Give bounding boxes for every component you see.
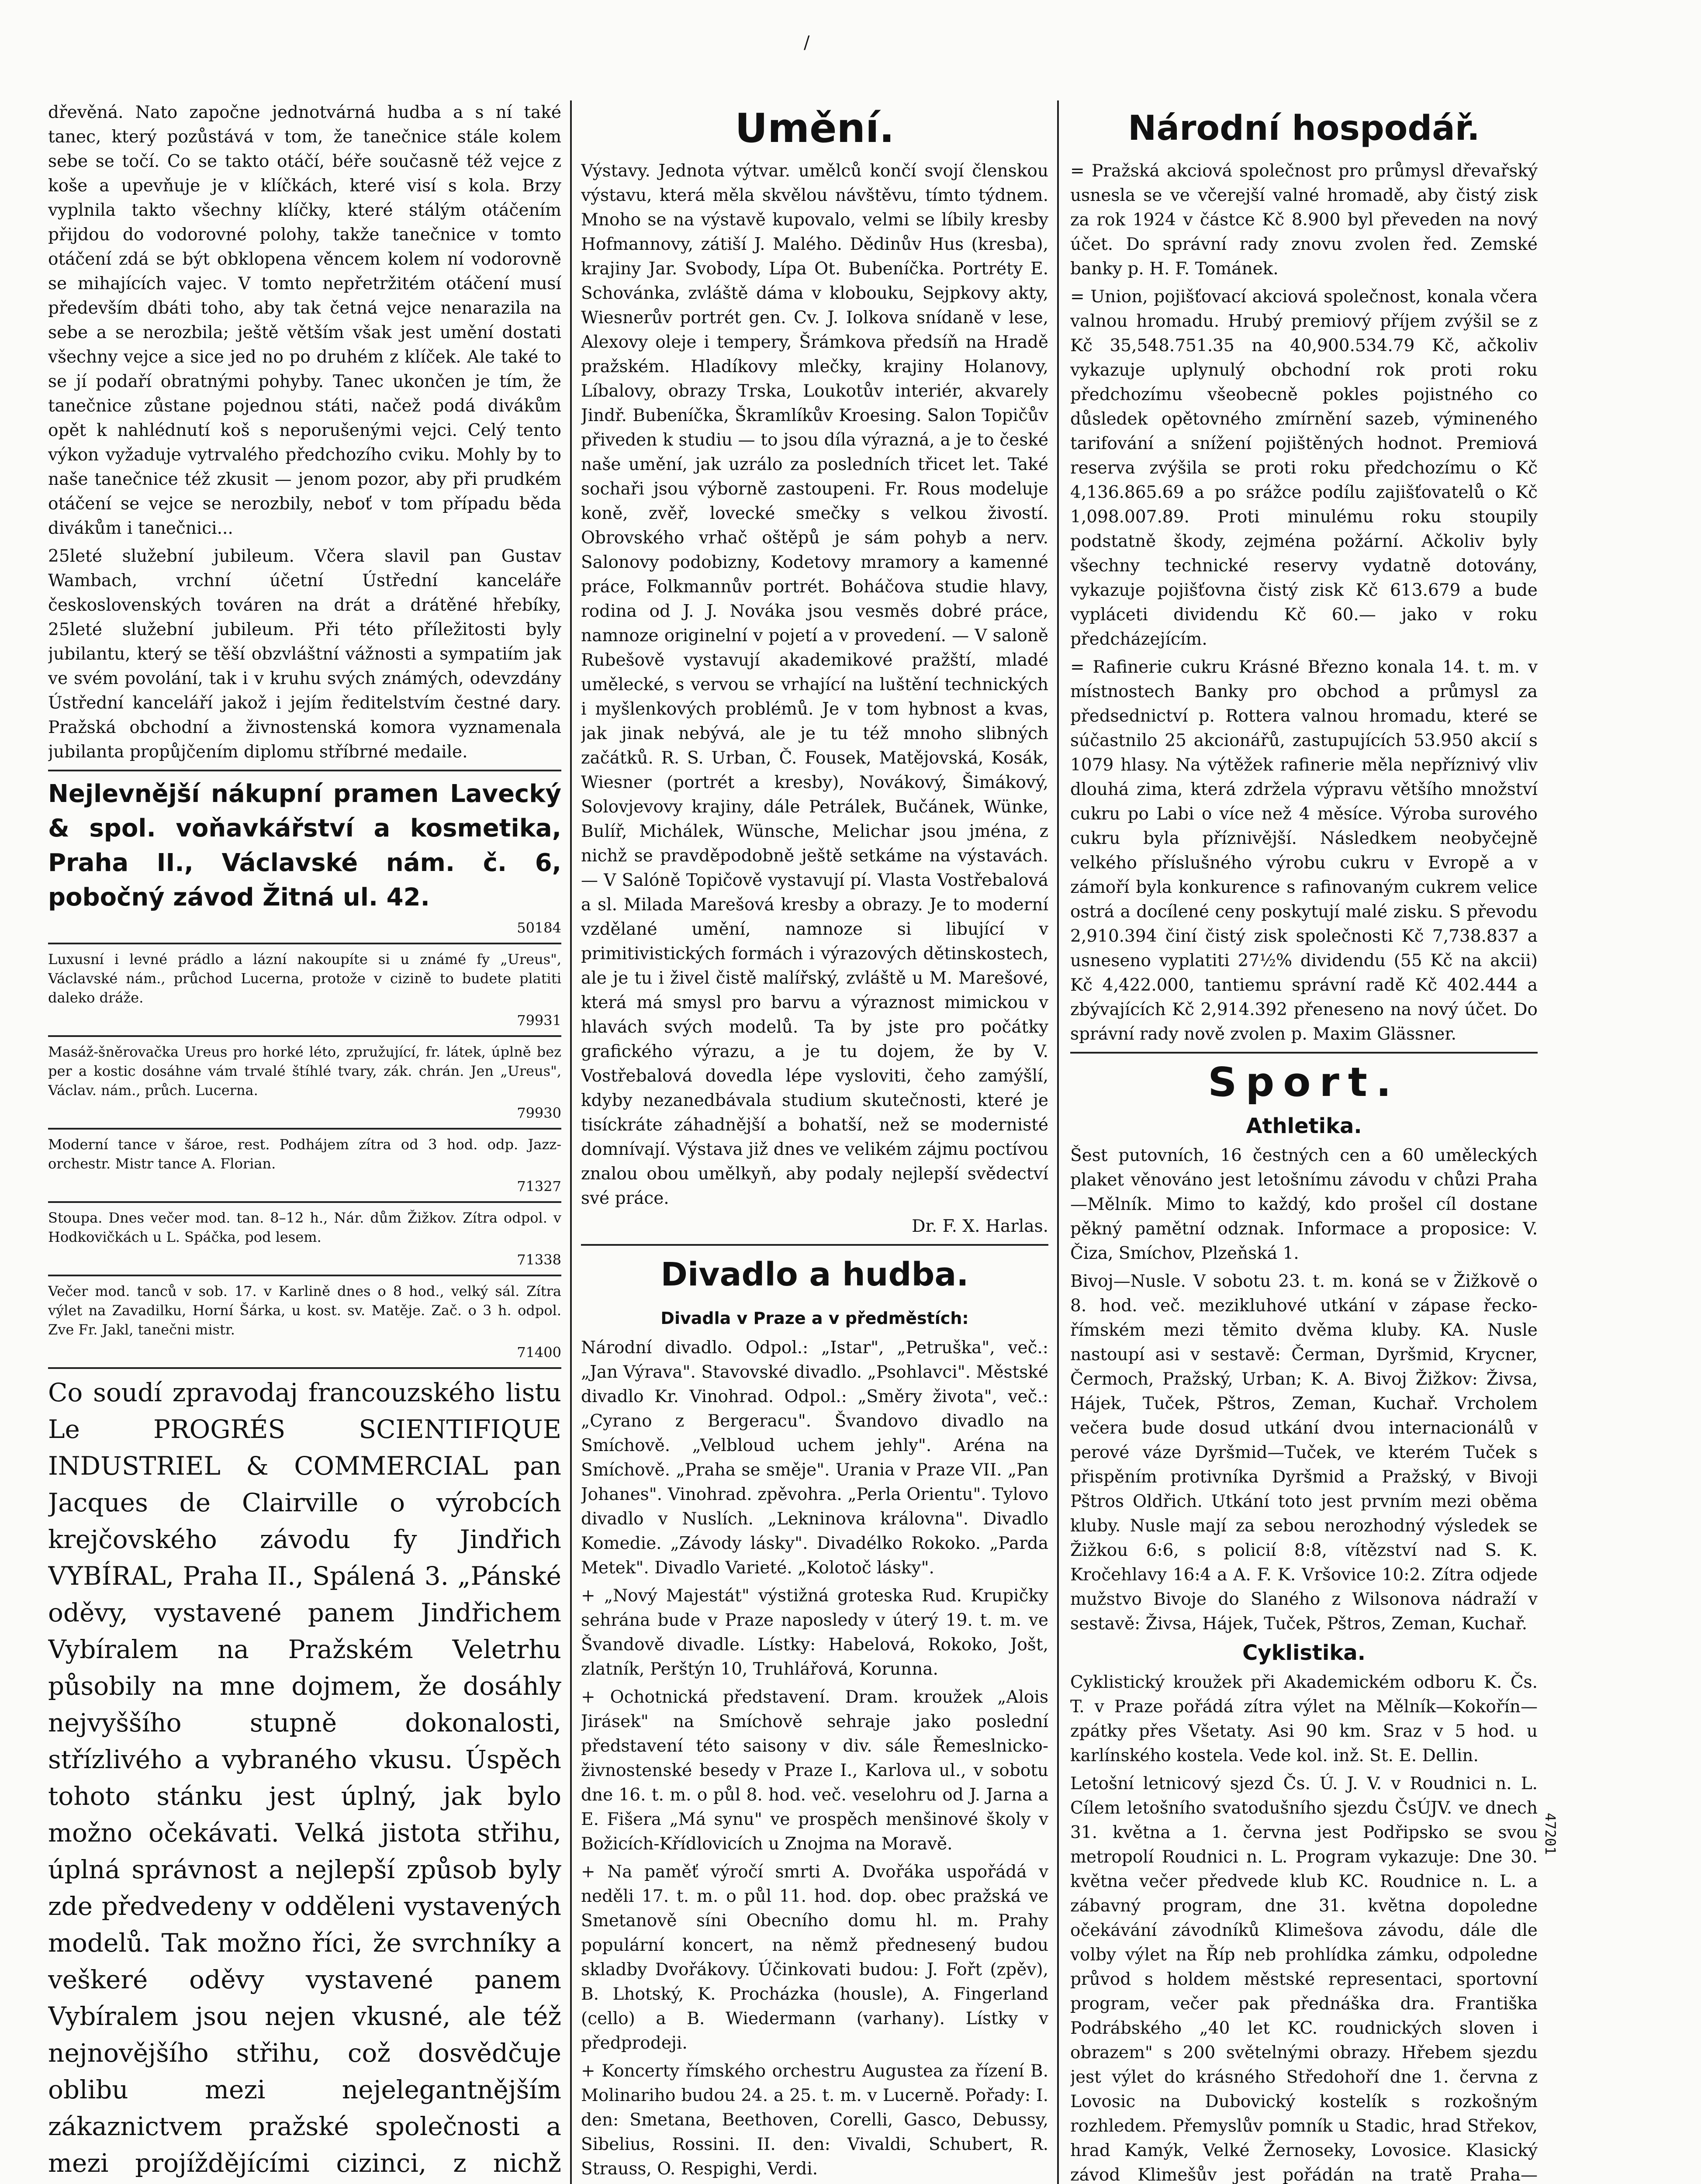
article-signature: Dr. F. X. Harlas. [912, 1216, 1048, 1236]
theatre-item: + Ochotnická představení. Dram. kroužek „Alois Jirásek" na Smíchově sehraje jako poslední představení této saisony v div. sále Řemeslnicko-živnostenské besedy v Praze I., Karlova ul., v sobotu dne 16. t. m. o půl 8. hod. več. veselohru od J. Jarna a E. Fišera „Má synu" ve prospěch menšinové školy v Božicích-Křídlovicích u Znojma na Moravě. [581, 1687, 1048, 1854]
column-left [48, 100, 561, 2184]
economy-item: = Union, pojišťovací akciová společnost, konala včera valnou hromadu. Hrubý premiový příjem zvýšil se z Kč 35,548.751.35 na 40,900.534.79 Kč, ačkoliv vykazuje uplynulý obchodní rok proti roku předchozímu všeobecně pokles pojistného co důsledek opětovného zmírnění sazeb, výmineného tarifování a snížení pojištěných hodnot. Premiová reserva zvýšila se proti roku předchozímu o Kč 4,136.865.69 a po srážce podílu zajišťovatelů o Kč 1,098.007.89. Proti minulému roku stoupily podstatně škody, zejména požární. Ačkoliv byly všechny technické reservy vydatně dotovány, vykazuje pojišťovna čistý zisk Kč 613.679 a bude vypláceti dividendu Kč 60.— jako v roku předcházejícím. [1070, 287, 1538, 649]
section-heading-art: Umění. [735, 105, 895, 152]
ad-code: 50184 [517, 919, 561, 936]
page-mark: / [804, 33, 810, 53]
sport-item: Letošní letnicový sjezd Čs. Ú. J. V. v Roudnici n. L. Cílem letošního svatodušního sjezdu ČsÚJV. ve dnech 31. května a 1. června jest Podřipsko se svou metropolí Roudnici n. L. Program vykazuje: Dne 30. května večer předvede klub KC. Roudnice n. L. a zábavný program, dne 31. května dopoledne očekávání závodníků Klimešova závodu, dále dle volby výlet na Říp neb prohlídka zámku, odpoledne průvod s holdem městské representaci, sportovní program, večer pak přednáška dra. Františka Podrábského „40 let KC. roudnických sloven i obrazem" s 200 světelnými obrazy. Hřebem sjezdu jest výlet do krásného Středohoří dne 1. června z Lovosic na Dubovický kostelík s rozkošným rozhledem. Přemyslův pomník u Stadic, hrad Střekov, hrad Kamýk, Velké Žernoseky, Lovosice. Klasický závod Klimešův jest pořádán na tratě Praha— [1070, 1774, 1538, 2184]
divider [48, 1275, 561, 1276]
column-right [1070, 100, 1538, 2184]
ad-code: 71338 [517, 1251, 561, 1268]
subheading-athletics: Athletika. [1246, 1114, 1362, 1138]
divider [48, 1128, 561, 1130]
ad-ureus-pradlo: Luxusní i levné prádlo a lázní nakoupíte si u známé fy „Ureus", Václavské nám., průchod Lucerna, protože v cizině to budete platiti daleko dráže. [48, 951, 561, 1006]
sport-item: Bivoj—Nusle. V sobotu 23. t. m. koná se v Žižkově o 8. hod. več. mezikluhové utkání v zápase řecko-římském mezi těmito dvěma kluby. KA. Nusle nastoupí asi v sestavě: Čerman, Dyršmid, Krycner, Čermoch, Pražský, Urban; K. A. Bivoj Žižkov: Živsa, Hájek, Tuček, Pštros, Zeman, Kuchař. Vrcholem večera bude dosud utkání dvou internacionálů v perové váze Dyršmid—Tuček, ve kterém Tuček s přispěním protivníka Dyršmid a Pražský, v Bivoji Pštros Oldřich. Utkání toto jest prvním mezi oběma kluby. Nusle mají za sebou nerozhodný výsledek se Žižkou 6:6, s policií 8:8, vítězství nad S. K. Kročehlavy 16:4 a A. F. K. Vršovice 10:2. Zítra odjede mužstvo Bivoje do Slaného z Wilsonova nádraží v sestavě: Živsa, Hájek, Tuček, Pštros, Zeman, Kuchař. [1070, 1272, 1538, 1634]
column-rule-2 [1057, 100, 1059, 2184]
ad-code: 71327 [517, 1178, 561, 1195]
theatre-item: + „Nový Majestát" výstižná groteska Rud. Krupičky sehrána bude v Praze naposledy v úterý 19. t. m. ve Švandově divadle. Lístky: Habelová, Rokoko, Jošt, zlatník, Perštýn 10, Truhlářová, Korunna. [581, 1586, 1048, 1679]
divider [48, 1201, 561, 1203]
article-egg-dance: dřevěná. Nato započne jednotvárná hudba a s ní také tanec, který pozůstává v tom, že tanečnice stále kolem sebe se točí. Co se takto otáčí, béře současně též vejce z koše a upevňuje je v klíčkách, které visí s kola. Brzy vyplnila takto všechny klíčky, které stálým otáčením přijdou do vodorovné polohy, takže tanečnice v tomto otáčení zdá se být obklopena věncem kolem ní vodorovně se mihajících vajec. V tomto nepřetržitém otáčení musí především dbáti toho, aby tak četná vejce nenarazila na sebe a se nerozbila; ještě větším však jest umění dostati všechny vejce a sice jed no po druhém z klíček. Ale také to se jí podaří obratnými pohyby. Tanec ukončen je tím, že tanečnice zůstane pojednou státi, načež podá divákům opět k nahlédnutí koš s neporušenými vejci. Celý tento výkon vyžaduje vytrvalého předchozího cviku. Mohly by to naše tanečnice též zkusit — jenom pozor, aby při prudkém otáčení se vejce se nerozbily, neboť v tom případu běda divákům i tanečnici... [48, 103, 561, 538]
column-middle [581, 100, 1048, 2184]
section-heading-sport: Sport. [1208, 1059, 1400, 1106]
ad-code: 79930 [517, 1105, 561, 1121]
sport-item: Cyklistický kroužek při Akademickém odboru K. Čs. T. v Praze pořádá zítra výlet na Mělník—Kokořín—zpátky přes Všetaty. Asi 90 km. Sraz v 5 hod. u karlínského kostela. Vede kol. inž. St. E. Dellin. [1070, 1673, 1538, 1766]
column-rule-1 [570, 100, 572, 2184]
divider [48, 943, 561, 944]
section-heading-economy: Národní hospodář. [1128, 109, 1480, 148]
ad-lavecky: Nejlevnější nákupní pramen Lavecký & spol. voňavkářství a kosmetika, Praha II., Václavské nám. č. 6, pobočný závod Žitná ul. 42. [48, 780, 561, 912]
theatre-item: + Na paměť výročí smrti A. Dvořáka uspořádá v neděli 17. t. m. o půl 11. hod. dop. obec pražská ve Smetanově síni Obecního domu hl. m. Prahy populární koncert, na němž přednesený budou skladby Dvořákovy. Účinkovati budou: J. Fořt (zpěv), B. Lhotský, K. Procházka (housle), A. Fingerland (cello) a B. Wiedermann (varhany). Lístky v předprodeji. [581, 1862, 1048, 2053]
section-heading-theatre: Divadlo a hudba. [660, 1256, 969, 1293]
divider [48, 770, 561, 771]
theatre-item: + Koncerty římského orchestru Augustea za řízení B. Molinariho budou 24. a 25. t. m. v Lucerně. Pořady: I. den: Smetana, Beethoven, Corelli, Gasco, Debussy, Sibelius, Rossini. II. den: Vivaldi, Schubert, R. Strauss, O. Respighi, Verdi. [581, 2061, 1048, 2179]
ad-code: 71400 [517, 1344, 561, 1361]
economy-item: = Rafinerie cukru Krásné Březno konala 14. t. m. v místnostech Banky pro obchod a průmysl za předsednictví p. Rottera valnou hromadu, které se súčastnilo 25 akcionářů, zastupujících 53.950 akcií s 1079 hlasy. Na výtěžek rafinerie měla nepříznivý vliv dlouhá zima, která zdržela výpravu většího množství cukru po Labi o více než 4 měsíce. Výroba surového cukru byla příznivější. Následkem neobyčejně velkého příslušného výrobu cukru v Evropě a v zámoří byla konkurence s rafinovaným cukrem velice ostrá a docílené ceny poskytují malé zisku. S převodu 2,910.394 činí čistý zisk společnosti Kč 7,738.837 a usneseno vyplatiti 27½% dividendu (55 Kč na akcii) Kč 4,422.000, tantiemu správní radě Kč 402.444 a zbývajících Kč 2,914.392 přeneseno na nový účet. Do správní rady nově zvolen p. Maxim Glässner. [1070, 657, 1538, 1044]
ad-moderni-tance: Moderní tance v šároe, rest. Podhájem zítra od 3 hod. odp. Jazz-orchestr. Mistr tance A. Florian. [48, 1136, 561, 1172]
divider [1070, 1052, 1538, 1054]
ad-code: 79931 [517, 1012, 561, 1029]
article-jubilee: 25leté služební jubileum. Včera slavil pan Gustav Wambach, vrchní účetní Ústřední kanceláře československých továren na drát a drátěné hřebíky, 25leté služební jubileum. Při této příležitosti byly jubilantu, který se těší obzvláštní vážnosti a sympatiím jak ve svém povolání, tak i v kruhu svých známých, odevzdány Ústřední kanceláří jakož i jejím ředitelstvím čestné dary. Pražská obchodní a živnostenská komora vyznamenala jubilanta propůjčením diplomu stříbrné medaile. [48, 546, 561, 762]
divider [48, 1035, 561, 1037]
article-exhibitions: Výstavy. Jednota výtvar. umělců končí svojí členskou výstavu, která měla skvělou návštěvu, tímto týdnem. Mnoho se na výstavě kupovalo, velmi se líbily kresby Hofmannovy, zátiší J. Malého. Dědinův Hus (kresba), krajiny Jar. Svobody, Lípa Ot. Bubeníčka. Portréty E. Schovánka, zvláště dáma v klobouku, Sejpkovy akty, Wiesnerův portrét gen. Cv. J. Iolkova snídaně v lese, Alexovy oleje i tempery, Šrámkova předsíň na Hradě pražském. Hladíkovy mlečky, krajiny Holanovy, Líbalovy, obrazy Trska, Loukotův interiér, akvarely Jindř. Bubeníčka, Škramlíkův Kroesing. Salon Topičův přiveden k studiu — to jsou díla výrazná, a je to české naše umění, jak uzrálo za posledních třicet let. Také sochaři jsou výborně zastoupeni. Fr. Rous modeluje koně, zvěř, lovecké smečky s velkou živostí. Obrovského vrhač oštěpů je sám pohyb a nerv. Salonovy podobizny, Kodetovy mramory a kamenné práce, Folkmannův portrét. Boháčova studie hlavy, rodina od J. J. Nováka jsou vesměs dobré práce, namnoze originelní v pojetí a v provedení. — V saloně Rubešově vystavují akademikové pražští, mladé umělecké, s vervou se vrhající na luštění technických i myšlenkových problémů. Je v tom hybnost a kvas, jak jinak nebývá, ale je tu též mnoho slibných začátků. R. S. Urban, Č. Fousek, Matějovská, Kosák, Wiesner (portrét a kresby), Novákový, Šimákový, Solovjevovy krajiny, dále Petrálek, Bučánek, Wünke, Bulíř, Michálek, Wünsche, Melichar jsou jména, z nichž se pravděpodobně ještě setkáme na výstavách. — V Salóně Topičově vystavují pí. Vlasta Vostřebalová a sl. Milada Marešová kresby a obrazy. Je to moderní vzdělané umění, namnoze si libující v primitivistických formách i výrazových dětinskostech, ale je tu i živel čistě malířský, zvláště u M. Marešové, která má smysl pro barvu a výraznost mimickou v hlavách svých modelů. Ta by jste pro počátky grafického výrazu, a je tu dojem, že by V. Vostřebalová dovedla lépe vysloviti, čeho zamýšlí, kdyby nezanedbávala studium skutečnosti, které je tisíckráte záhadnější a bohatší, než se modernisté domnívají. Výstava již dnes ve velikém zájmu poctívou znalou obou umělkyň, aby podaly nejlepší svědectví své práce. [581, 161, 1048, 1208]
economy-item: = Pražská akciová společnost pro průmysl dřevařský usnesla se ve včerejší valné hromadě, aby čistý zisk za rok 1924 v částce Kč 8.900 byl převeden na nový účet. Do správní rady znovu zvolen řed. Zemské banky p. H. F. Tománek. [1070, 161, 1538, 279]
subheading-cycling: Cyklistika. [1242, 1641, 1366, 1665]
ad-stoupa: Stoupa. Dnes večer mod. tan. 8–12 h., Nár. dům Žižkov. Zítra odpol. v Hodkovičkách u L. Spáčka, pod lesem. [48, 1209, 561, 1245]
divider [48, 1367, 561, 1369]
sport-item: Šest putovních, 16 čestných cen a 60 uměleckých plaket věnováno jest letošnímu závodu v chůzi Praha—Mělník. Mimo to každý, kdo prošel cíl dostane pěkný pamětní odznak. Informace a proposice: V. Čiza, Smíchov, Plzeňská 1. [1070, 1146, 1538, 1263]
side-code: 47201 [1542, 1813, 1559, 1855]
ad-ureus-masaz: Masáž-šněrovačka Ureus pro horké léto, zpružující, fr. látek, úplně bez per a kostic dosáhne vám trvalé štíhlé tvary, zák. chrán. Jen „Ureus", Václav. nám., průch. Lucerna. [48, 1044, 561, 1099]
theatre-listing: Národní divadlo. Odpol.: „Istar", „Petruška", več.: „Jan Výrava". Stavovské divadlo. „Psohlavci". Městské divadlo Kr. Vinohrad. Odpol.: „Směry života", več.: „Cyrano z Bergeracu". Švandovo divadlo na Smíchově. „Velbloud uchem jehly". Aréna na Smíchově. „Praha se směje". Urania v Praze VII. „Pan Johanes". Vinohrad. zpěvohra. „Perla Orientu". Tylovo divadlo v Nuslích. „Lekninova královna". Divadlo Komedie. „Závody lásky". Divadélko Rokoko. „Parda Metek". Divadlo Varieté. „Kolotoč lásky". [581, 1338, 1048, 1578]
theatre-subheading: Divadla v Praze a v předměstích: [660, 1309, 969, 1328]
divider [581, 1244, 1048, 1246]
ad-vecer-tancu: Večer mod. tanců v sob. 17. v Karlině dnes o 8 hod., velký sál. Zítra výlet na Zavadilku, Horní Šárka, u kost. sv. Matěje. Zač. o 3 h. odpol. Zve Fr. Jakl, tanečni mistr. [48, 1283, 561, 1338]
ad-vybiral: Co soudí zpravodaj francouzského listu Le PROGRÉS SCIENTIFIQUE INDUSTRIEL & COMMERCIAL pan Jacques de Clairville o výrobcích krejčovského závodu fy Jindřich VYBÍRAL, Praha II., Spálená 3. „Pánské oděvy, vystavené panem Jindřichem Vybíralem na Pražském Veletrhu působily na mne dojmem, že dosáhly nejvyššího stupně dokonalosti, střízlivého a vybraného vkusu. Úspěch tohoto stánku jest úplný, jak bylo možno očekávati. Velká jistota střihu, úplná správnost a nejlepší způsob byly zde předvedeny v odděleni vystavených modelů. Tak možno říci, že svrchníky a veškeré oděvy vystavené panem Vybíralem jsou nejen vkusné, ale též nejnovějšího střihu, což dosvědčuje oblibu mezi nejelegantnějším zákaznictvem pražské společnosti a mezi projíždějícími cizinci, z nichž [48, 1378, 561, 2178]
